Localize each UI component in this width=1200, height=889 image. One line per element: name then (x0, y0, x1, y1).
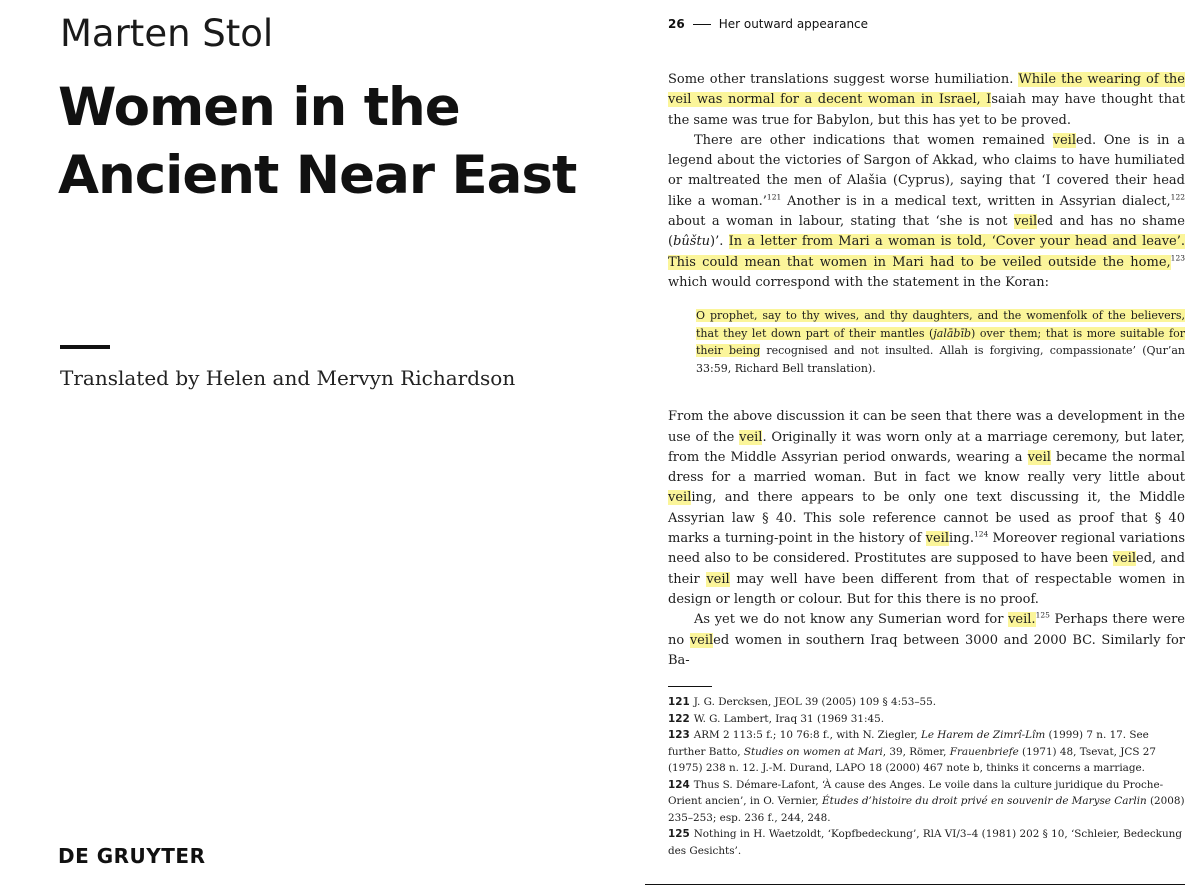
paragraph-4-text: Perhaps there were no (668, 612, 1185, 648)
highlighted-text: veil (706, 571, 730, 587)
footnote-number: 121 (668, 696, 690, 708)
footnote-text: Études d’histoire du droit privé en souvenir de Maryse Carlin (822, 795, 1147, 807)
paragraph-gap (668, 393, 1185, 407)
footnote-text: Le Harem de Zimrî-Lîm (920, 729, 1046, 741)
footnote-text: J. G. Dercksen, JEOL 39 (2005) 109 § 4:53–55. (693, 696, 937, 708)
footnote-text: Frauenbriefe (949, 745, 1019, 758)
paragraph-2-text: )’. (710, 234, 729, 250)
paragraph-1 (668, 70, 1185, 131)
paragraph-3-text: became the normal dress for a married woman. But in fact we know really very little about (668, 449, 1186, 486)
footnote-number: 124 (668, 778, 690, 791)
highlighted-text: veil (1052, 132, 1076, 148)
koran-quote (696, 307, 1185, 377)
paragraph-2-text: There are other indications that women remained (694, 132, 1053, 148)
paragraph-1-text: saiah may have thought that the same was true for Babylon, but this has yet to be proved. (668, 92, 1185, 128)
footnote-text: (1971) 48, Tsevat, JCS 27 (1975) 238 n. 12. J.-M. Durand, LAPO 18 (2000) 467 note b, thinks it concerns a marriage. (668, 745, 1156, 774)
cover-rule (60, 345, 110, 349)
paragraph-2-text: Another is in a medical text, written in Assyrian dialect, (781, 193, 1171, 209)
paragraph-2-text: ed and has no shame ( (668, 214, 1185, 250)
highlighted-text: veil. (1008, 612, 1036, 628)
highlighted-text: veil (689, 632, 714, 648)
paragraph-2 (668, 131, 1185, 293)
paragraph-3-text: ing. (948, 531, 974, 547)
highlighted-text: O prophet, say to thy wives, and thy daughters, and the womenfolk of the believers, that they let down part of their mantles ( (696, 309, 1185, 340)
footnote-text: W. G. Lambert, Iraq 31 (1969 31:45. (693, 712, 884, 725)
paragraph-3-text: ing, and there appears to be only one text discussing it, the Middle Assyrian law § 40. This sole reference cannot be used as proof that § 40 marks a turning-point in the history of (668, 490, 1185, 547)
highlighted-text: ) over them; that is more suitable for their being (696, 326, 1185, 358)
cover-translator-line: Translated by Helen and Mervyn Richardson (60, 366, 516, 390)
footnotes (668, 694, 1185, 859)
footnote-text: Nothing in H. Waetzoldt, ‘Kopfbedeckung’, RlA VI/3–4 (1981) 202 § 10, ‘Schleier, Bedeckung des Gesichts’. (668, 828, 1182, 857)
cover-title: Women in the Ancient Near East (58, 77, 577, 206)
paragraph-4-text: ed women in southern Iraq between 3000 and 2000 BC. Similarly for Ba- (668, 632, 1185, 668)
running-head-dash (693, 24, 711, 25)
footnote-ref: 124 (973, 529, 989, 539)
footnote-number: 123 (668, 729, 690, 741)
page-bottom-line (645, 884, 1185, 885)
paragraph-3-text: . Originally it was worn only at a marriage ceremony, but later, from the Middle Assyrian period onwards, wearing a (668, 429, 1185, 465)
footnote-121 (668, 694, 1185, 711)
highlighted-text: veil (925, 531, 949, 547)
running-head (668, 17, 868, 31)
paragraph-3-text: ed, and their (668, 551, 1185, 587)
highlighted-text: veil (1112, 551, 1137, 567)
footnote-125 (668, 826, 1185, 859)
highlighted-text: veil (1027, 449, 1051, 465)
paragraph-3-text: From the above discussion it can be seen that there was a development in the use of the (668, 409, 1185, 445)
paragraph-4-text: As yet we do not know any Sumerian word for (694, 612, 1009, 628)
paragraph-4 (668, 610, 1185, 671)
page-number: 26 (668, 17, 685, 31)
highlighted-text: While the wearing of the veil was normal for a decent woman in Israel, I (668, 72, 1185, 108)
footnote-text: Thus S. Démare-Lafont, ‘À cause des Anges. Le voile dans la culture juridique du Proche-Orient ancien’, in O. Vernier, (668, 778, 1164, 807)
page-body (668, 70, 1185, 671)
koran-quote-text: recognised and not insulted. Allah is forgiving, compassionate’ (Qur’an 33:59, Richard Bell translation). (696, 344, 1186, 375)
footnote-number: 125 (668, 828, 690, 840)
footnote-text: (1999) 7 n. 17. See further Batto, (668, 729, 1149, 758)
highlighted-text: jalābīb (933, 326, 972, 340)
footnote-122 (668, 711, 1185, 728)
paragraph-2-text: ed. One is in a legend about the victories of Sargon of Akkad, who claims to have humiliated or maltreated the men of Alašia (Cyprus), saying that ‘I covered their head like a woman.’ (668, 132, 1185, 209)
footnote-number: 122 (668, 712, 690, 725)
paragraph-3-text: may well have been different from that of respectable women in design or length or colour. But for this there is no proof. (668, 571, 1185, 607)
footnote-text: Studies on women at Mari (743, 745, 883, 758)
cover-publisher-logo: DE GRUYTER (58, 844, 206, 868)
paragraph-1-text: Some other translations suggest worse humiliation. (668, 72, 1019, 87)
paragraph-2-text: bûštu (673, 234, 711, 250)
footnote-123 (668, 727, 1185, 777)
footnote-124 (668, 777, 1185, 827)
cover-author: Marten Stol (60, 12, 274, 55)
footnote-ref: 123 (1170, 253, 1185, 263)
footnote-text: (2008) 235–253; esp. 236 f., 244, 248. (668, 795, 1185, 824)
highlighted-text: veil (739, 429, 763, 445)
highlighted-text: veil (668, 490, 692, 506)
running-head-title: Her outward appearance (718, 17, 869, 31)
footnote-text: , 39, Römer, (882, 745, 950, 758)
paragraph-3 (668, 407, 1185, 610)
footnote-rule (668, 686, 712, 687)
highlighted-text: In a letter from Mari a woman is told, ‘Cover your head and leave’. This could mean that women in Mari had to be veiled outside the home, (668, 234, 1185, 270)
footnote-ref: 122 (1170, 192, 1185, 202)
highlighted-text: veil (1013, 214, 1038, 230)
footnote-ref: 125 (1035, 610, 1050, 620)
paragraph-3-text: Moreover regional variations need also to be considered. Prostitutes are supposed to have been (668, 531, 1185, 567)
footnote-text: ARM 2 113:5 f.; 10 76:8 f., with N. Ziegler, (693, 729, 921, 741)
book-page (640, 0, 1185, 889)
paragraph-2-text: which would correspond with the statement in the Koran: (668, 274, 1049, 290)
footnote-ref: 121 (766, 192, 782, 202)
paragraph-2-text: about a woman in labour, stating that ‘she is not (668, 214, 1014, 230)
